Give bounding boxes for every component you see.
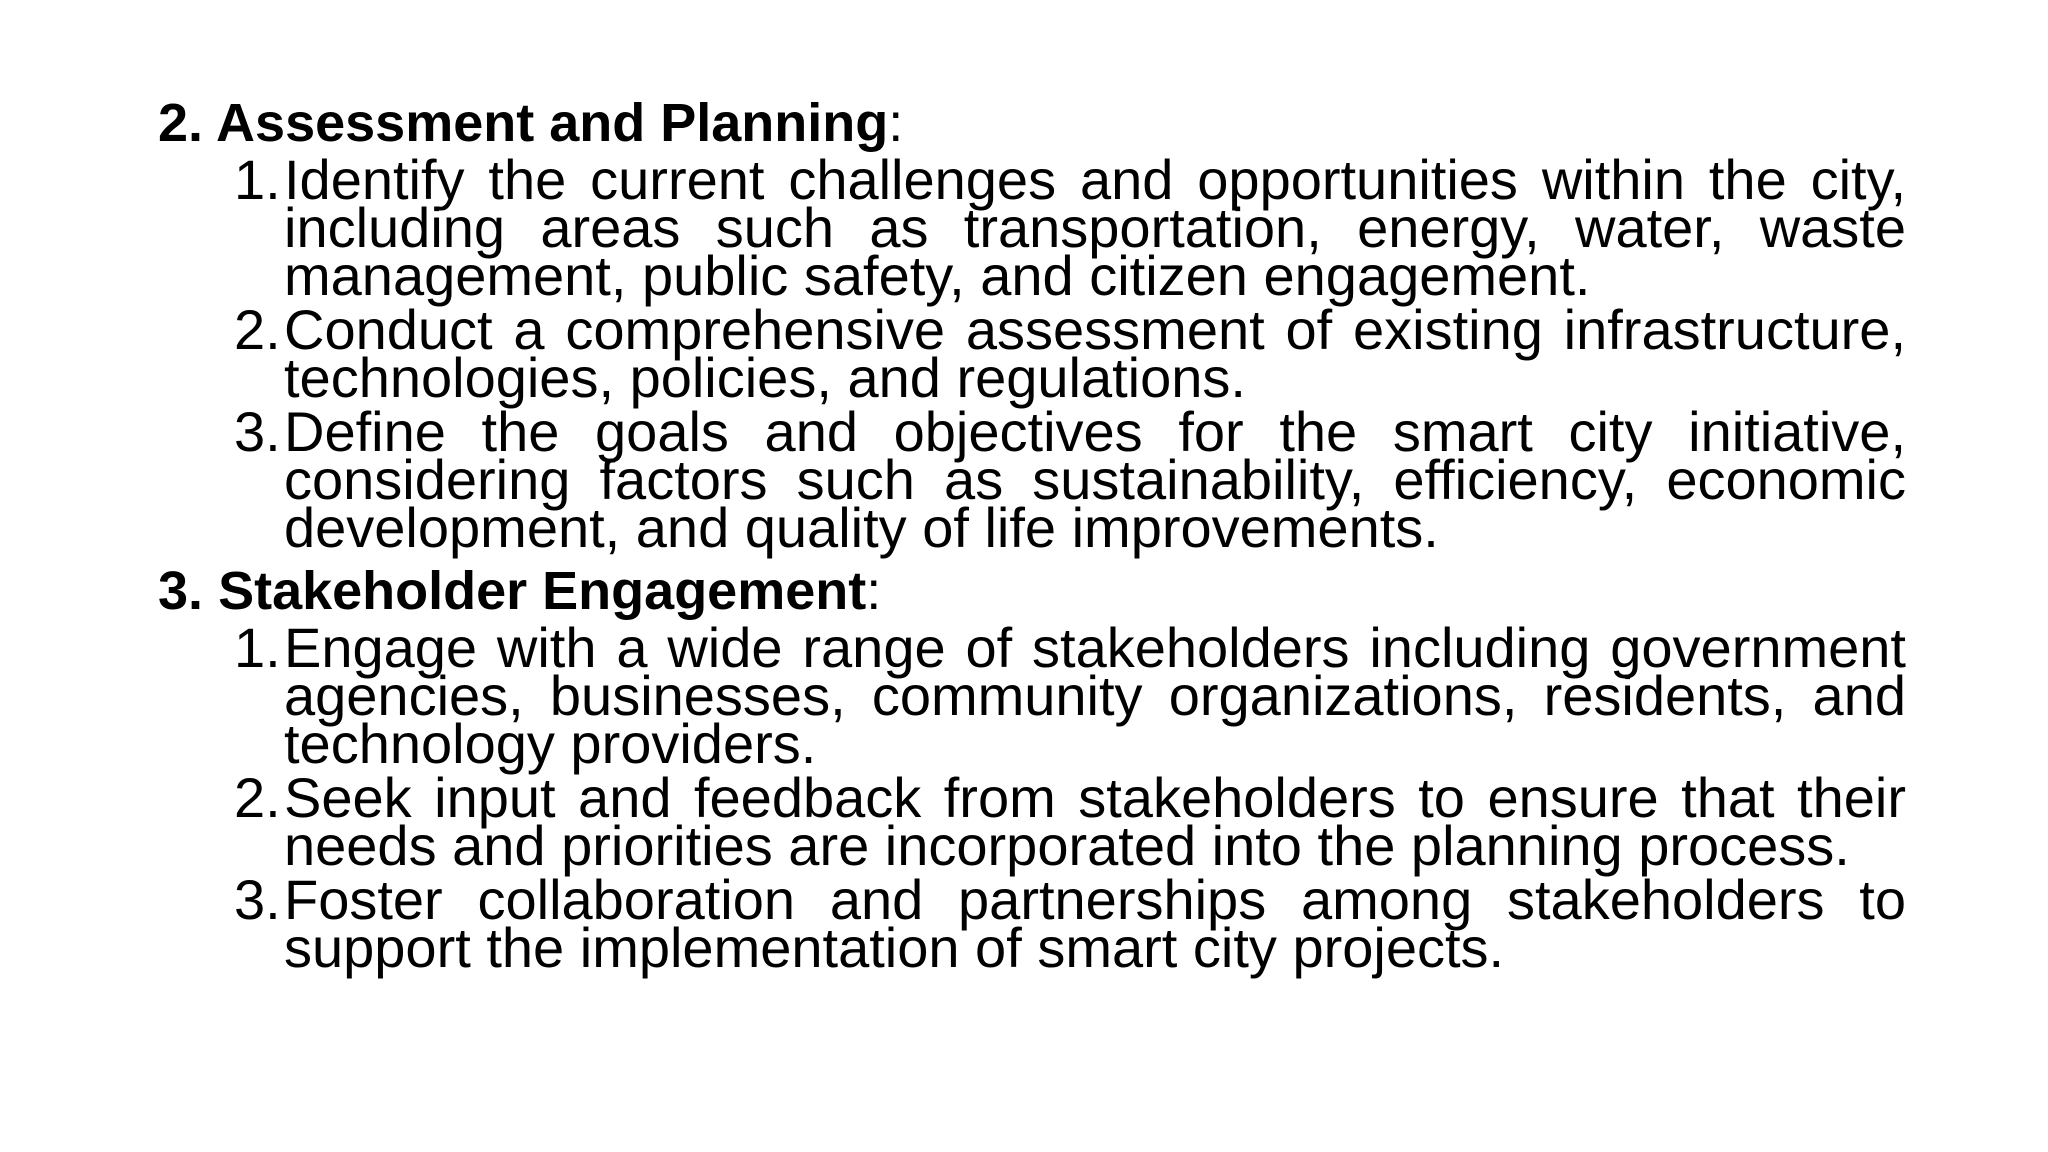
list-item [158, 766, 1906, 877]
section-heading [158, 92, 1906, 154]
section-item-list [158, 616, 1906, 979]
section-title: Assessment and Planning [216, 93, 889, 153]
list-item-number: 3. [234, 400, 281, 463]
slide-content [158, 92, 1906, 979]
list-item-number: 1. [234, 148, 281, 211]
list-item-text: Foster collaboration and partnerships among stakeholders to support the implementation of smart city projects. [284, 868, 1906, 979]
section-heading [158, 560, 1906, 622]
section-colon: : [888, 93, 904, 153]
list-item [158, 400, 1906, 559]
list-item [158, 298, 1906, 409]
list-item-number: 1. [234, 616, 281, 679]
list-item [158, 148, 1906, 307]
list-item-number: 2. [234, 766, 281, 829]
section-number: 3. [158, 561, 204, 621]
section-title: Stakeholder Engagement [218, 561, 867, 621]
section-colon: : [866, 561, 882, 621]
list-item-number: 2. [234, 298, 281, 361]
section-stakeholder-engagement [158, 560, 1906, 979]
section-number: 2. [158, 93, 204, 153]
list-item-text: Seek input and feedback from stakeholders to ensure that their needs and priorities are incorporated into the planning process. [284, 766, 1906, 877]
list-item [158, 868, 1906, 979]
list-item [158, 616, 1906, 775]
list-item-text: Define the goals and objectives for the smart city initiative, considering factors such as sustainability, efficiency, economic development, and quality of life improvements. [284, 400, 1906, 559]
section-item-list [158, 148, 1906, 559]
list-item-text: Identify the current challenges and opportunities within the city, including areas such as transportation, energy, water, waste management, public safety, and citizen engagement. [284, 148, 1906, 307]
list-item-number: 3. [234, 868, 281, 931]
list-item-text: Conduct a comprehensive assessment of existing infrastructure, technologies, policies, and regulations. [284, 298, 1906, 409]
list-item-text: Engage with a wide range of stakeholders including government agencies, businesses, community organizations, residents, and technology providers. [284, 616, 1906, 775]
section-assessment-planning [158, 92, 1906, 559]
